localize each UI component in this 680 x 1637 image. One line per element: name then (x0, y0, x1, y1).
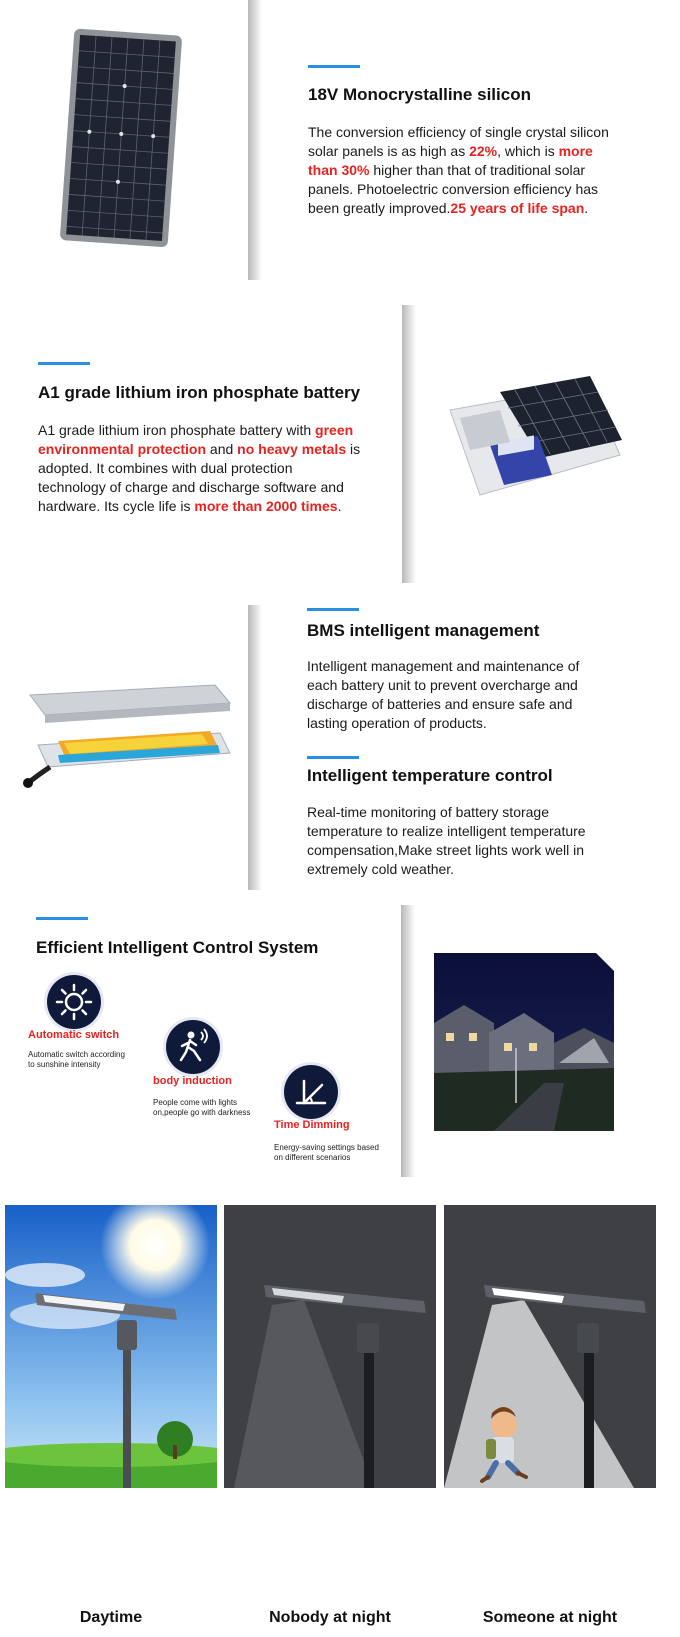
highlight-text: green environmental protection (38, 422, 354, 457)
battery-module-image (440, 370, 625, 520)
section-title: 18V Monocrystalline silicon (308, 85, 531, 104)
feature-title: Time Dimming (274, 1119, 350, 1131)
feature-title: body induction (153, 1075, 232, 1087)
paragraph-text: . (337, 498, 342, 514)
mode-caption-someone-at-night: Someone at night (482, 1609, 618, 1626)
feature-description-line: Energy-saving settings based (274, 1143, 379, 1152)
feature-description-line: People come with lights (153, 1098, 238, 1107)
section-divider (248, 605, 262, 890)
feature-icon-circle (166, 1020, 220, 1074)
accent-bar (307, 756, 359, 759)
person-motion-icon (166, 1020, 220, 1074)
accent-bar (36, 917, 88, 920)
feature-description-line: to sunshine intensity (28, 1060, 101, 1069)
section-divider (402, 305, 416, 583)
accent-bar (308, 65, 360, 68)
highlight-text: more than 30% (308, 143, 593, 178)
paragraph-text: The conversion efficiency of single crystal silicon solar panels is as high as (308, 124, 609, 159)
section-battery (0, 300, 680, 590)
lighting-modes (0, 1195, 680, 1637)
section-paragraph-bms: Intelligent management and maintenance of each battery unit to prevent overcharge and discharge of batteries and ensure safe and lasting operation of products. (307, 658, 580, 731)
feature-icon-circle (47, 975, 101, 1029)
highlight-text: no heavy metals (237, 441, 347, 457)
accent-bar (307, 608, 359, 611)
section-title-temperature: Intelligent temperature control (307, 766, 553, 785)
section-title: Efficient Intelligent Control System (36, 938, 319, 957)
feature-title: Automatic switch (28, 1029, 120, 1041)
section-title-bms: BMS intelligent management (307, 621, 540, 640)
mode-caption-daytime: Daytime (79, 1609, 143, 1626)
section-paragraph (38, 421, 363, 516)
daytime-scene-image (5, 1205, 217, 1488)
solar-panel-image (55, 26, 190, 251)
feature-icon-circle (284, 1065, 338, 1119)
highlight-text: 25 years of life span (450, 200, 585, 216)
section-control-system (0, 905, 680, 1185)
accent-bar (38, 362, 90, 365)
paragraph-text: A1 grade lithium iron phosphate battery with (38, 422, 316, 438)
feature-description (153, 1098, 250, 1118)
paragraph-text: is adopted. It combines with dual protection technology of charge and discharge software and hardware. Its cycle life is (38, 441, 361, 514)
section-solar-panel (0, 0, 680, 295)
mode-caption-nobody-at-night: Nobody at night (269, 1609, 391, 1626)
feature-description-line: on different scenarios (274, 1153, 351, 1162)
section-paragraph (308, 123, 618, 218)
paragraph-text: , which is (497, 143, 559, 159)
paragraph-text: . (584, 200, 589, 216)
night-street-image (434, 953, 614, 1131)
highlight-text: 22% (469, 143, 498, 159)
section-paragraph-temperature: Real-time monitoring of battery storage temperature to realize intelligent temperature compensation,Make street lights work well in extremely cold weather. (307, 804, 586, 877)
paragraph-text: and (206, 441, 238, 457)
sun-icon (47, 975, 101, 1029)
highlight-text: more than 2000 times (194, 498, 338, 514)
feature-description (274, 1143, 379, 1163)
nobody-night-scene-image (224, 1205, 436, 1488)
feature-description (28, 1050, 125, 1070)
feature-description-line: Automatic switch according (28, 1050, 125, 1059)
bms-battery-pack-image (20, 675, 235, 805)
section-divider (248, 0, 262, 280)
dimming-icon (284, 1065, 338, 1119)
section-title: A1 grade lithium iron phosphate battery (38, 383, 361, 402)
section-bms (0, 600, 680, 900)
feature-description-line: on,people go with darkness (153, 1108, 251, 1117)
section-divider (401, 905, 415, 1177)
someone-night-scene-image (444, 1205, 656, 1488)
paragraph-text: higher than that of traditional solar panels. Photoelectric conversion efficiency has been greatly improved. (308, 162, 599, 216)
